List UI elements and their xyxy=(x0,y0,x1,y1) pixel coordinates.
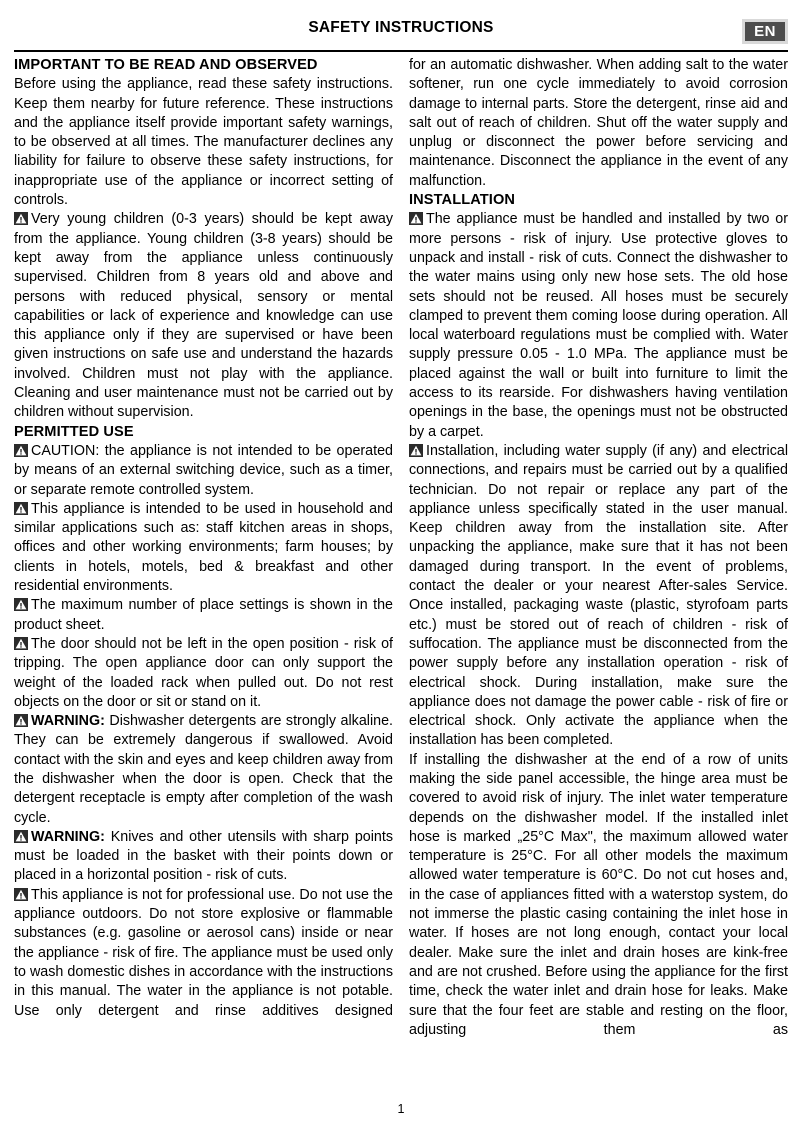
warning-triangle-icon xyxy=(14,598,28,611)
page-title: SAFETY INSTRUCTIONS xyxy=(308,19,494,36)
warning-label: WARNING: xyxy=(31,713,105,730)
paragraph-salt-continued xyxy=(409,56,788,191)
warning-triangle-icon xyxy=(14,637,28,650)
paragraph-text: If installing the dishwasher at the end of a row of units making the side panel accessible, the hinge area must be covered to avoid risk of injury. The inlet water temperature depends on the dishwasher model. If the installed inlet hose is marked „25°C Max", the maximum allowed water temperature is 25°C. For all other models the maximum allowed water temperature is 60°C. Do not cut hoses and, in the case of appliances fitted with a waterstop system, do not immerse the plastic casing containing the inlet hose in water. If hoses are not long enough, contact your local dealer. Make sure the inlet and drain hoses are kink-free and are not crushed. Before using the appliance for the first time, check the water inlet and drain hose for leaks. Make sure that the four feet are stable and resting on the floor, adjusting them as xyxy=(409,751,788,1038)
paragraph-text: Very young children (0-3 years) should be kept away from the appliance. Young children (3-8 years) should be kept away from the appliance unless continuously supervised. Children from 8 years old and above and persons with reduced physical, sensory or mental capabilities or lack of experience and knowledge can use this appliance only if they are supervised or have been given instructions on safe use and understand the hazards involved. Children must not play with the appliance. Cleaning and user maintenance must not be carried out by children without supervision. xyxy=(14,211,393,421)
paragraph-text: This appliance is not for professional use. Do not use the appliance outdoors. Do not store explosive or flammable substances (e.g. gasoline or aerosol cans) inside or near the appliance - risk of fire. The appliance must be used only to wash domestic dishes in accordance with the instructions in this manual. The water in the appliance is not potable. Use only detergent and rinse additives designed xyxy=(14,886,393,1019)
page-header xyxy=(0,0,802,44)
header-divider xyxy=(14,50,788,52)
two-column-body xyxy=(14,56,788,1094)
warning-triangle-icon xyxy=(14,714,28,727)
paragraph-text: The door should not be left in the open position - risk of tripping. The open appliance door can only support the weight of the loaded rack when pulled out. Do not rest objects on the door or sit or stand on it. xyxy=(14,635,393,710)
right-column xyxy=(409,56,788,1094)
paragraph-household-use xyxy=(14,500,393,596)
paragraph-text: Dishwasher detergents are strongly alkaline. They can be extremely dangerous if swallowed. Avoid contact with the skin and eyes and keep children away from the dishwasher when the door is open. Check that the detergent receptacle is empty after completion of the wash cycle. xyxy=(14,713,393,826)
paragraph-text: Knives and other utensils with sharp points must be loaded in the basket with their points down or placed in a horizontal position - risk of cuts. xyxy=(14,828,393,884)
page-number: 1 xyxy=(397,1102,405,1116)
paragraph-warning-knives xyxy=(14,828,393,886)
warning-label: WARNING: xyxy=(31,828,105,845)
page-footer xyxy=(0,1102,802,1116)
paragraph-text: for an automatic dishwasher. When adding salt to the water softener, run one cycle immediately to avoid corrosion damage to internal parts. Store the detergent, rinse aid and salt out of reach of children. Shut off the water supply and unplug or disconnect the power before servicing and maintenance. Disconnect the appliance in the event of any malfunction. xyxy=(409,57,788,189)
warning-triangle-icon xyxy=(14,212,28,225)
paragraph-text: The maximum number of place settings is shown in the product sheet. xyxy=(14,597,393,633)
paragraph-text: Installation, including water supply (if any) and electrical connections, and repairs must be carried out by a qualified technician. Do not repair or replace any part of the appliance unless specifically stated in the user manual. Keep children away from the installation site. After unpacking the appliance, make sure that it has not been damaged during transport. In the event of problems, contact the dealer or your nearest After-sales Service. Once installed, packaging waste (plastic, styrofoam parts etc.) must be stored out of reach of children - risk of suffocation. The appliance must be disconnected from the power supply before any installation operation - risk of electrical shock. During installation, make sure the appliance does not damage the power cable - risk of fire or electrical shock. Only activate the appliance when the installation has been completed. xyxy=(409,442,788,749)
section-heading-important: IMPORTANT TO BE READ AND OBSERVED xyxy=(14,57,318,73)
language-badge: EN xyxy=(742,19,788,44)
paragraph-text: CAUTION: the appliance is not intended to be operated by means of an external switching device, such as a timer, or separate remote controlled system. xyxy=(14,442,393,498)
paragraph-intro xyxy=(14,75,393,210)
paragraph-warning-detergents xyxy=(14,712,393,828)
paragraph-non-professional-use xyxy=(14,886,393,1021)
paragraph-door-position xyxy=(14,635,393,712)
paragraph-place-settings xyxy=(14,596,393,635)
paragraph-text: The appliance must be handled and installed by two or more persons - risk of injury. Use protective gloves to unpack and install - risk of cuts. Connect the dishwasher to the water mains using only new hose sets. The old hose sets should not be reused. All hoses must be securely clamped to prevent them coming loose during operation. All local waterboard regulations must be complied with. Water supply pressure 0.05 - 1.0 MPa. The appliance must be placed against the wall or built into furniture to limit the access to its rearside. For dishwashers having ventilation openings in the base, the openings must not be obstructed by a carpet. xyxy=(409,211,788,440)
paragraph-end-of-row-installation xyxy=(409,751,788,1040)
paragraph-text: Before using the appliance, read these safety instructions. Keep them nearby for future reference. These instructions and the appliance itself provide important safety warnings, to be observed at all times. The manufacturer declines any liability for failure to observe these safety instructions, for inappropriate use of the appliance or incorrect setting of controls. xyxy=(14,76,393,209)
paragraph-handling-installation xyxy=(409,210,788,442)
left-column xyxy=(14,56,393,1094)
warning-triangle-icon xyxy=(14,888,28,901)
section-heading-installation: INSTALLATION xyxy=(409,192,516,209)
warning-triangle-icon xyxy=(14,830,28,843)
paragraph-text: This appliance is intended to be used in household and similar applications such as: staff kitchen areas in shops, offices and other working environments; farm houses; by clients in hotels, motels, bed & breakfast and other residential environments. xyxy=(14,500,393,595)
warning-triangle-icon xyxy=(14,444,28,457)
paragraph-qualified-technician xyxy=(409,442,788,751)
warning-triangle-icon xyxy=(409,444,423,457)
paragraph-children-safety xyxy=(14,210,393,422)
paragraph-caution-switching-device xyxy=(14,442,393,500)
warning-triangle-icon xyxy=(14,502,28,515)
warning-triangle-icon xyxy=(409,212,423,225)
section-heading-permitted-use: PERMITTED USE xyxy=(14,423,134,440)
